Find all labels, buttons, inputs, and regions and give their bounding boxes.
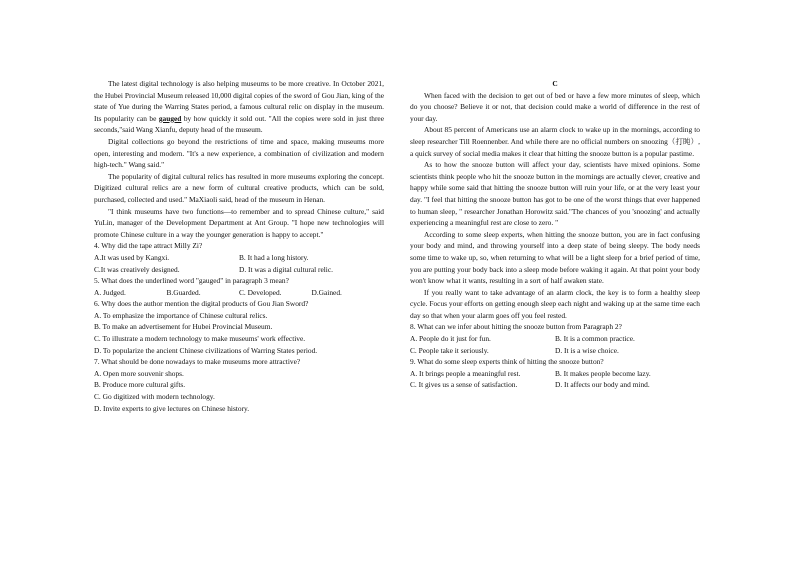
- option-d: D. Invite experts to give lectures on Chinese history.: [94, 403, 250, 413]
- passage-paragraph-4: "I think museums have two functions—to remember and to spread Chinese culture," said YuLin, manager of the Development Department at Ant Group. "I hope new technologies will promote Chinese culture in a way the younger generation is happy to accept.": [94, 206, 384, 239]
- option-c: C. Developed.: [239, 287, 282, 297]
- underlined-word: gauged: [158, 113, 182, 123]
- passage-paragraph-3: The popularity of digital cultural relics has resulted in more museums exploring the concept. Digitized cultural relics are a new form of cultural creative products, which can be sold, purchased, collected and used." MaXiaoli said, head of the museum in Henan.: [94, 171, 384, 204]
- option-a: A. To emphasize the importance of Chinese cultural relics.: [94, 310, 268, 320]
- question-8-options-row-2: [410, 345, 700, 357]
- option-c: C. It gives us a sense of satisfaction.: [410, 380, 518, 390]
- passage-paragraph-3: As to how the snooze button will affect your day, scientists have mixed opinions. Some scientists think people who hit the snooze button in the mornings are actually clever, creative and happy while some said that hitting the snooze button will ruin your life, or at the very least your day. "I feel that hitting the snooze button has got to be one of the worst things that ever happened to human sleep, " researcher Jonathan Horowitz said."The chances of you 'snoozing' and actually experiencing a meaningful rest are close to zero. ": [410, 160, 700, 228]
- option-d: D. To popularize the ancient Chinese civilizations of Warring States period.: [94, 345, 318, 355]
- option-c: C. To illustrate a modern technology to make museums' work effective.: [94, 334, 306, 344]
- question-8-options-row-1: [410, 333, 700, 345]
- option-a: A. It brings people a meaningful rest.: [410, 368, 521, 378]
- option-d: D.Gained.: [311, 287, 342, 297]
- question-8-stem: 8. What can we infer about hitting the snooze button from Paragraph 2?: [410, 322, 622, 332]
- question-4-stem: 4. Why did the tape attract Milly Zi?: [94, 241, 203, 251]
- option-c: C. Go digitized with modern technology.: [94, 392, 215, 402]
- passage-paragraph-2: About 85 percent of Americans use an alarm clock to wake up in the mornings, according to sleep researcher Till Roennenber. And while there are no official numbers on snoozing（打盹）, a quick survey of social media makes it clear that hitting the snooze button is a popular pastime.: [410, 125, 700, 158]
- section-title: C: [552, 79, 558, 88]
- question-9-options-row-1: [410, 368, 700, 380]
- option-b: B. Produce more cultural gifts.: [94, 380, 186, 390]
- option-d: D. It is a wise choice.: [555, 345, 619, 355]
- question-5-options: [94, 287, 384, 299]
- option-a: A. People do it just for fun.: [410, 334, 491, 344]
- question-9-stem: 9. What do some sleep experts think of hitting the snooze button?: [410, 357, 604, 367]
- option-a: A. Judged.: [94, 287, 126, 297]
- question-7-stem: 7. What should be done nowadays to make museums more attractive?: [94, 357, 301, 367]
- passage-paragraph-2: Digital collections go beyond the restrictions of time and space, making museums more open, interesting and modern. "It's a new experience, a combination of civilization and modern high-tech." Wang said.": [94, 136, 384, 170]
- left-column: [94, 78, 384, 414]
- option-d: D. It affects our body and mind.: [555, 380, 650, 390]
- question-5-stem: 5. What does the underlined word "gauged" in paragraph 3 mean?: [94, 276, 289, 286]
- passage-paragraph-1: The latest digital technology is also helping museums to be more creative. In October 2021, the Hubei Provincial Museum released 10,000 digital copies of the sword of Gou Jian, king of the state of Yue during the Warring States period, a famous cultural relic on display in the museum. Its popularity can be gauged by how quickly it sold out. "All the copies were sold in just three seconds,"said Wang Xianfu, deputy head of the museum.: [94, 79, 384, 135]
- option-a: A.It was used by Kangxi.: [94, 252, 170, 262]
- passage-paragraph-5: If you really want to take advantage of an alarm clock, the key is to form a healthy sleep cycle. Focus your efforts on getting enough sleep each night and waking up at the same time each day so that when your alarm goes off you feel rested.: [410, 287, 700, 320]
- option-a: A. Open more souvenir shops.: [94, 368, 184, 378]
- question-6-stem: 6. Why does the author mention the digital products of Gou Jian Sword?: [94, 299, 309, 309]
- option-d: D. It was a digital cultural relic.: [239, 264, 333, 274]
- option-b: B. It is a common practice.: [555, 334, 635, 344]
- option-c: C. People take it seriously.: [410, 345, 489, 355]
- question-9-options-row-2: [410, 379, 700, 391]
- passage-paragraph-4: According to some sleep experts, when hitting the snooze button, you are in fact confusing your body and mind, and throwing yourself into a deep state of being sleepy. The body needs some time to wake up, so, when returning to what will be a light sleep for a brief period of time, you are putting your body back into a sleep mode before waking it again. At that point your body won't know what it wants, resulting in a sort of half awaken state.: [410, 229, 700, 286]
- option-b: B. It had a long history.: [239, 252, 309, 262]
- question-4-options-row-1: [94, 252, 384, 264]
- option-b: B. To make an advertisement for Hubei Provincial Museum.: [94, 322, 273, 332]
- option-b: B. It makes people become lazy.: [555, 368, 651, 378]
- option-b: B.Guarded.: [166, 287, 201, 297]
- option-c: C.It was creatively designed.: [94, 264, 180, 274]
- question-4-options-row-2: [94, 264, 384, 276]
- right-column: [410, 78, 700, 391]
- passage-paragraph-1: When faced with the decision to get out of bed or have a few more minutes of sleep, which do you choose? Believe it or not, that decision could make a world of difference in the rest of your day.: [410, 90, 700, 123]
